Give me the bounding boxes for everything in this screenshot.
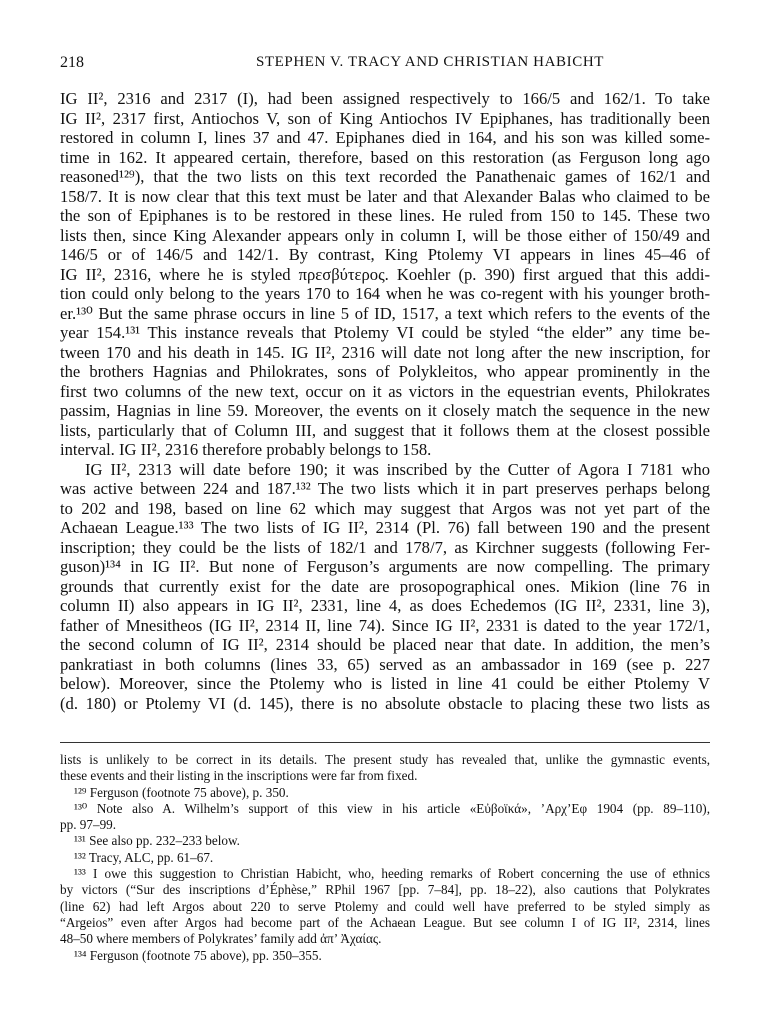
footnote-line: these events and their listing in the inscriptions were far from fixed. <box>60 768 418 784</box>
body-line: 146/5 or of 146/5 and 142/1. By contrast, King Ptolemy VI appears in lines 45–46 of <box>60 245 710 264</box>
footnote-line: (line 62) had left Argos about 220 to serve Ptolemy and could well have preferred to be styled simply as <box>60 898 710 914</box>
footnote-130: ¹³⁰ Note also A. Wilhelm’s support of this view in his article «Εὐβοϊκά», ’Αρχ’Εφ 1904 (pp. 89–110), <box>74 800 710 816</box>
page-header <box>60 54 710 76</box>
body-line: to 202 and 198, based on line 62 which may suggest that Argos was not yet part of the <box>60 498 710 518</box>
page-number: 218 <box>60 54 84 71</box>
footnote-line: pp. 97–99. <box>60 817 117 833</box>
footnote-line: “Argeios” even after Argos had become part of the Achaean League. But see column I of IG II², 2314, lines <box>60 914 710 930</box>
body-line: (d. 180) or Ptolemy VI (d. 145), there is no absolute obstacle to placing these two lists as <box>60 693 710 713</box>
footnote-133: ¹³³ I owe this suggestion to Christian Habicht, who, heeding remarks of Robert concerning the use of ethnics <box>74 866 710 882</box>
body-line: tion could only belong to the years 170 to 164 when he was co-regent with his younger broth- <box>60 284 710 303</box>
body-text <box>60 89 710 713</box>
footnote-line: by victors (“Sur des inscriptions d’Éphèse,” RPhil 1967 [pp. 7–84], pp. 18–22), also cautions that Polykrates <box>60 882 710 898</box>
body-line: reasoned¹²⁹), that the two lists on this text recorded the Panathenaic games of 162/1 and <box>60 167 710 186</box>
running-head: STEPHEN V. TRACY AND CHRISTIAN HABICHT <box>255 54 605 70</box>
body-line: IG II², 2317 first, Antiochos V, son of King Antiochos IV Epiphanes, has traditionally been <box>60 108 710 128</box>
body-line: 158/7. It is now clear that this text must be later and that Alexander Balas who claimed to be <box>60 186 710 206</box>
body-line: lists then, since King Alexander appears only in column I, will be those either of 150/49 and <box>60 225 710 245</box>
body-line: below). Moreover, since the Ptolemy who is listed in line 41 could be either Ptolemy V <box>60 674 710 693</box>
body-line: lists, particularly that of Column III, and suggest that it follows them at the closest possible <box>60 420 710 440</box>
footnotes <box>60 752 710 964</box>
body-line: father of Mnesitheos (IG II², 2314 II, line 74). Since IG II², 2331 is dated to the year 172/1, <box>60 615 710 635</box>
body-line: interval. IG II², 2316 therefore probably belongs to 158. <box>60 440 432 459</box>
body-line: the son of Epiphanes is to be restored in these lines. He ruled from 150 to 145. These two <box>60 206 710 225</box>
body-line: first two columns of the new text, occur on it as victors in the equestrian events, Philokrates <box>60 381 710 401</box>
body-line: tween 170 and his death in 145. IG II², 2316 will date not long after the new inscription, for <box>60 342 710 362</box>
body-line: IG II², 2316, where he is styled πρεσβύτερος. Koehler (p. 390) first argued that this addi- <box>60 264 710 284</box>
footnote-134: ¹³⁴ Ferguson (footnote 75 above), pp. 350–355. <box>74 947 322 963</box>
body-line: pankratiast in both columns (lines 33, 65) served as an ambassador in 169 (see p. 227 <box>60 654 710 674</box>
body-line: column II) also appears in IG II², 2331, line 4, as does Echedemos (IG II², 2331, line 3), <box>60 596 710 615</box>
body-line: restored in column I, lines 37 and 47. Epiphanes died in 164, and his son was killed some- <box>60 128 710 147</box>
body-line: IG II², 2316 and 2317 (I), had been assigned respectively to 166/5 and 162/1. To take <box>60 89 710 108</box>
footnote-131: ¹³¹ See also pp. 232–233 below. <box>74 833 240 849</box>
footnote-line: 48–50 where members of Polykrates’ family add ἀπ’ Ἀχαίας. <box>60 931 382 947</box>
body-line: guson)¹³⁴ in IG II². But none of Ferguson’s arguments are now compelling. The primary <box>60 557 710 576</box>
body-line: passim, Hagnias in line 59. Moreover, the events on it closely match the sequence in the new <box>60 401 710 420</box>
body-line: year 154.¹³¹ This instance reveals that Ptolemy VI could be styled “the elder” any time be- <box>60 323 710 342</box>
body-line: inscription; they could be the lists of 182/1 and 178/7, as Kirchner suggests (following Fer- <box>60 537 710 557</box>
body-line: the brothers Hagnias and Philokrates, sons of Polykleitos, who appear prominently in the <box>60 362 710 381</box>
body-line: was active between 224 and 187.¹³² The two lists which it in part preserves perhaps belong <box>60 479 710 498</box>
footnote-129: ¹²⁹ Ferguson (footnote 75 above), p. 350. <box>74 784 289 800</box>
footnote-line: lists is unlikely to be correct in its details. The present study has revealed that, unlike the gymnastic events, <box>60 752 710 767</box>
body-line: grounds that currently exist for the date are prosopographical ones. Mikion (line 76 in <box>60 576 710 596</box>
footnote-divider <box>60 742 710 743</box>
body-line: the second column of IG II², 2314 should be placed near that date. In addition, the men’s <box>60 635 710 654</box>
body-line: IG II², 2313 will date before 190; it was inscribed by the Cutter of Agora I 7181 who <box>85 459 710 479</box>
body-line: er.¹³⁰ But the same phrase occurs in line 5 of ID, 1517, a text which refers to the events of the <box>60 303 710 323</box>
body-line: time in 162. It appeared certain, therefore, based on this restoration (as Ferguson long ago <box>60 147 710 167</box>
body-line: Achaean League.¹³³ The two lists of IG II², 2314 (Pl. 76) fall between 190 and the present <box>60 518 710 537</box>
footnote-132: ¹³² Tracy, ALC, pp. 61–67. <box>74 849 214 865</box>
